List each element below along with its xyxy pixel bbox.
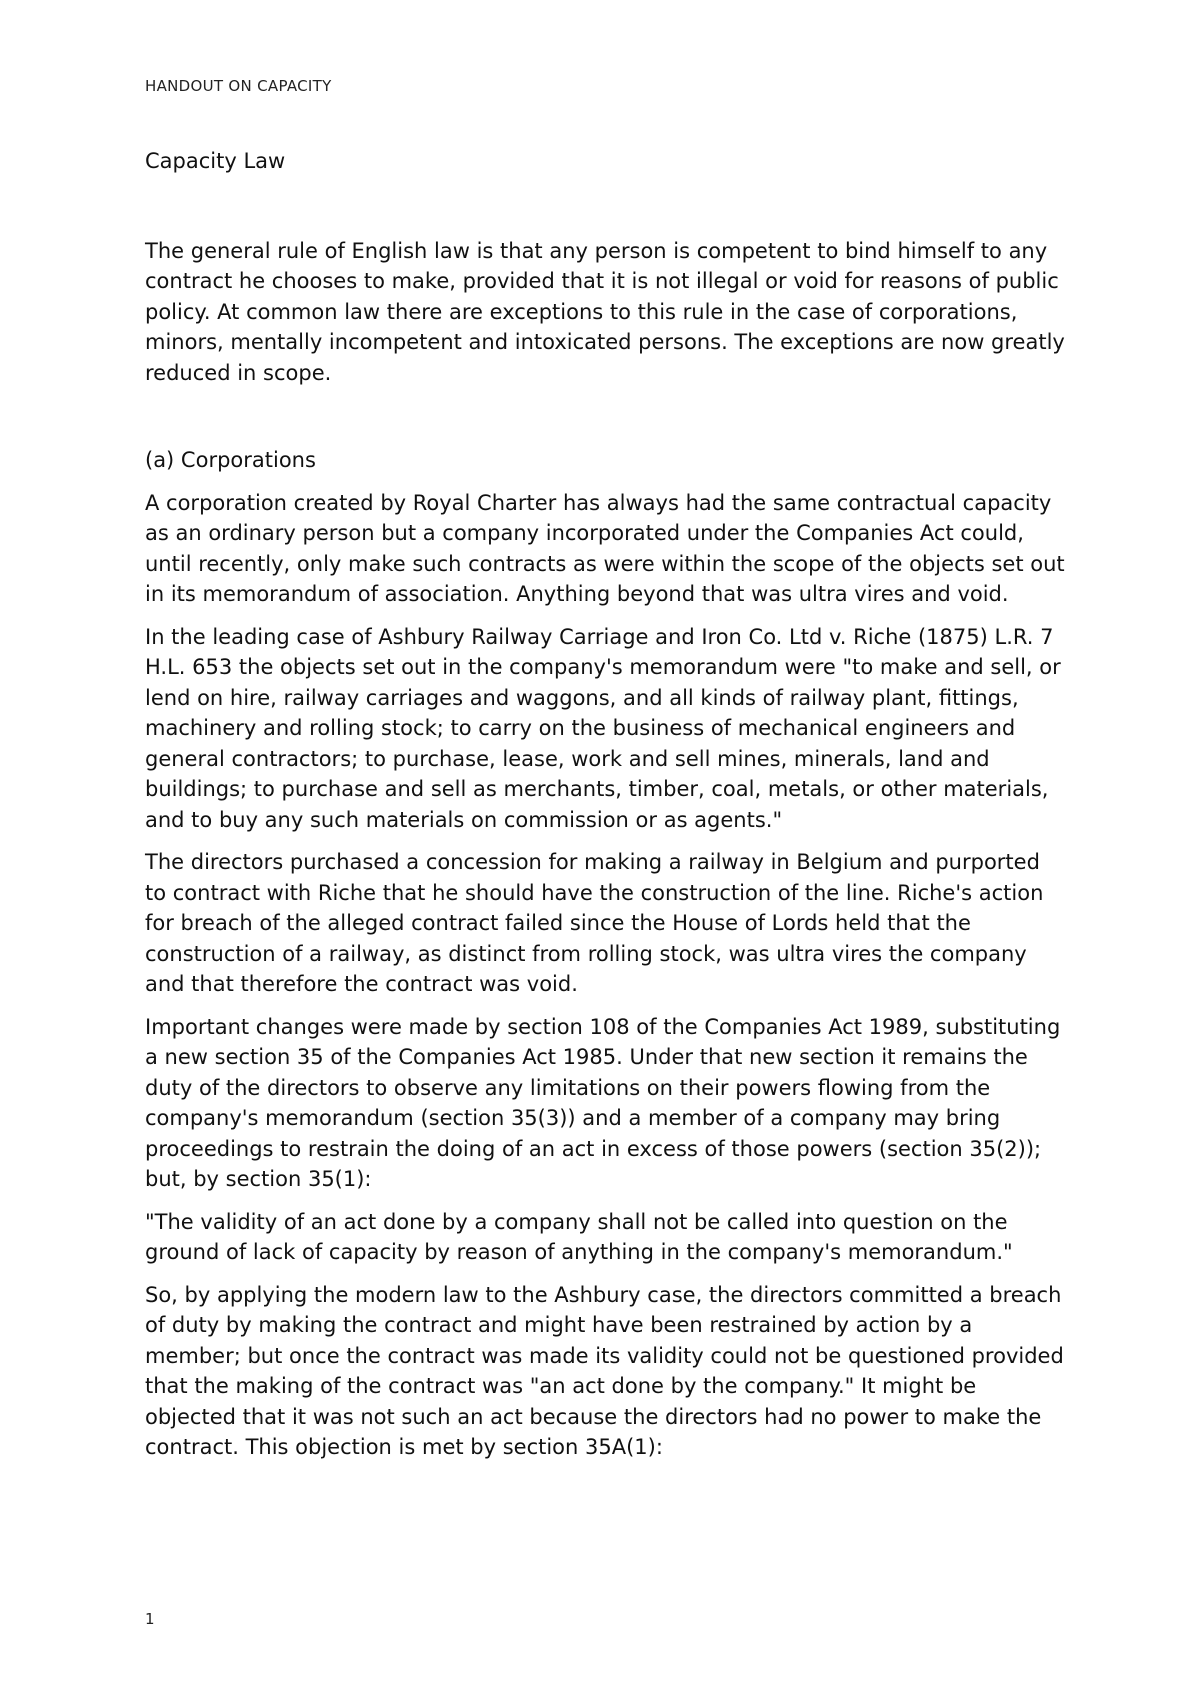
- intro-paragraph: The general rule of English law is that any person is competent to bind himself to any contract he chooses to make, provided that it is not illegal or void for reasons of public policy. At common law there are exceptions to this rule in the case of corporations, minors, mentally incompetent and intoxicated persons. The exceptions are now greatly reduced in scope.: [145, 238, 1065, 385]
- document-body: [145, 146, 1065, 1475]
- paragraph: A corporation created by Royal Charter has always had the same contractual capacity as an ordinary person but a company incorporated under the Companies Act could, until recently, only make such contracts as were within the scope of the objects set out in its memorandum of association. Anything beyond that was ultra vires and void.: [145, 490, 1065, 606]
- page-header: HANDOUT ON CAPACITY: [145, 77, 332, 95]
- quoted-paragraph: "The validity of an act done by a company shall not be called into question on the ground of lack of capacity by reason of anything in the company's memorandum.": [145, 1209, 1013, 1264]
- page-number: 1: [145, 1610, 155, 1628]
- document-title: Capacity Law: [145, 149, 286, 173]
- paragraph: Important changes were made by section 108 of the Companies Act 1989, substituting a new section 35 of the Companies Act 1985. Under that new section it remains the duty of the directors to observe any limitations on their powers flowing from the company's memorandum (section 35(3)) and a member of a company may bring proceedings to restrain the doing of an act in excess of those powers (section 35(2)); but, by section 35(1):: [145, 1014, 1061, 1191]
- paragraph: In the leading case of Ashbury Railway Carriage and Iron Co. Ltd v. Riche (1875) L.R. 7 H.L. 653 the objects set out in the company's memorandum were "to make and sell, or lend on hire, railway carriages and waggons, and all kinds of railway plant, fittings, machinery and rolling stock; to carry on the business of mechanical engineers and general contractors; to purchase, lease, work and sell mines, minerals, land and buildings; to purchase and sell as merchants, timber, coal, metals, or other materials, and to buy any such materials on commission or as agents.": [145, 624, 1061, 832]
- section-heading-corporations: (a) Corporations: [145, 448, 316, 472]
- paragraph: The directors purchased a concession for making a railway in Belgium and purported to contract with Riche that he should have the construction of the line. Riche's action for breach of the alleged contract failed since the House of Lords held that the construction of a railway, as distinct from rolling stock, was ultra vires the company and that therefore the contract was void.: [145, 850, 1044, 996]
- paragraph: So, by applying the modern law to the Ashbury case, the directors committed a breach of duty by making the contract and might have been restrained by action by a member; but once the contract was made its validity could not be questioned provided that the making of the contract was "an act done by the company." It might be objected that it was not such an act because the directors had no power to make the contract. This objection is met by section 35A(1):: [145, 1282, 1064, 1459]
